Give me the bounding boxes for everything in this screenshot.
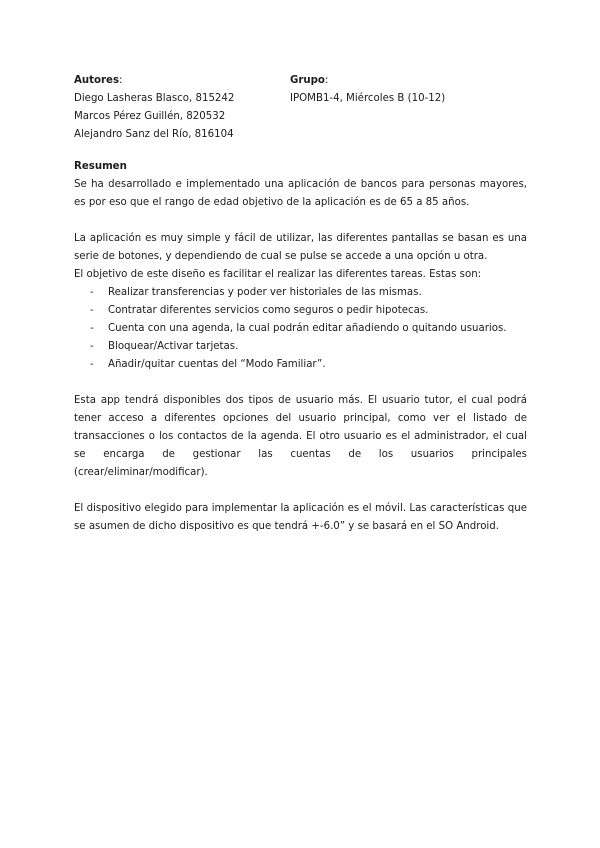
list-item [74, 302, 527, 320]
task-text: Cuenta con una agenda, la cual podrán editar añadiendo o quitando usuarios. [108, 323, 507, 334]
list-item [74, 320, 527, 338]
summary-heading: Resumen [74, 161, 127, 172]
tasks-list [74, 284, 527, 374]
group-heading: Grupo [290, 75, 325, 86]
list-item [74, 338, 527, 356]
group-value: IPOMB1-4, Miércoles B (10-12) [290, 93, 446, 104]
summary-users-paragraph: Esta app tendrá disponibles dos tipos de usuario más. El usuario tutor, el cual podrá tener acceso a diferentes opciones del usuario principal, como ver el listado de transacciones o los contactos de la agenda. El otro usuario es el administrador, el cual se encarga de gestionar las cuentas de los usuarios principales (crear/eliminar/modificar). [74, 395, 527, 478]
list-item [74, 284, 527, 302]
authors-block [74, 72, 284, 144]
author-name-3: Alejandro Sanz del Río, 816104 [74, 129, 234, 140]
paragraph-spacer [74, 212, 527, 230]
dash-bullet: - [90, 359, 94, 370]
dash-bullet: - [90, 305, 94, 316]
task-text: Contratar diferentes servicios como seguros o pedir hipotecas. [108, 305, 429, 316]
summary-device-paragraph: El dispositivo elegido para implementar la aplicación es el móvil. Las características que se asumen de dicho dispositivo es que tendrá +-6.0” y se basará en el SO Android. [74, 503, 527, 532]
paragraph-spacer [74, 374, 527, 392]
authors-colon: : [119, 75, 123, 86]
authors-heading: Autores [74, 75, 120, 86]
group-heading-line [290, 72, 550, 90]
task-text: Añadir/quitar cuentas del “Modo Familiar”. [108, 359, 326, 370]
dash-bullet: - [90, 323, 94, 334]
paragraph-spacer [74, 482, 527, 500]
author-name-1: Diego Lasheras Blasco, 815242 [74, 93, 235, 104]
summary-section [74, 158, 527, 536]
group-block [290, 72, 550, 108]
summary-objective-paragraph: El objetivo de este diseño es facilitar el realizar las diferentes tareas. Estas son: [74, 269, 482, 280]
summary-intro-paragraph: Se ha desarrollado e implementado una aplicación de bancos para personas mayores, es por eso que el rango de edad objetivo de la aplicación es de 65 a 85 años. [74, 179, 527, 208]
task-text: Realizar transferencias y poder ver historiales de las mismas. [108, 287, 422, 298]
authors-heading-line [74, 72, 284, 90]
dash-bullet: - [90, 341, 94, 352]
author-name-2: Marcos Pérez Guillén, 820532 [74, 111, 226, 122]
dash-bullet: - [90, 287, 94, 298]
list-item [74, 356, 527, 374]
group-colon: : [324, 75, 329, 86]
task-text: Bloquear/Activar tarjetas. [108, 341, 239, 352]
summary-simplicity-paragraph: La aplicación es muy simple y fácil de utilizar, las diferentes pantallas se basan es una serie de botones, y dependiendo de cual se pulse se accede a una opción u otra. [74, 233, 527, 262]
